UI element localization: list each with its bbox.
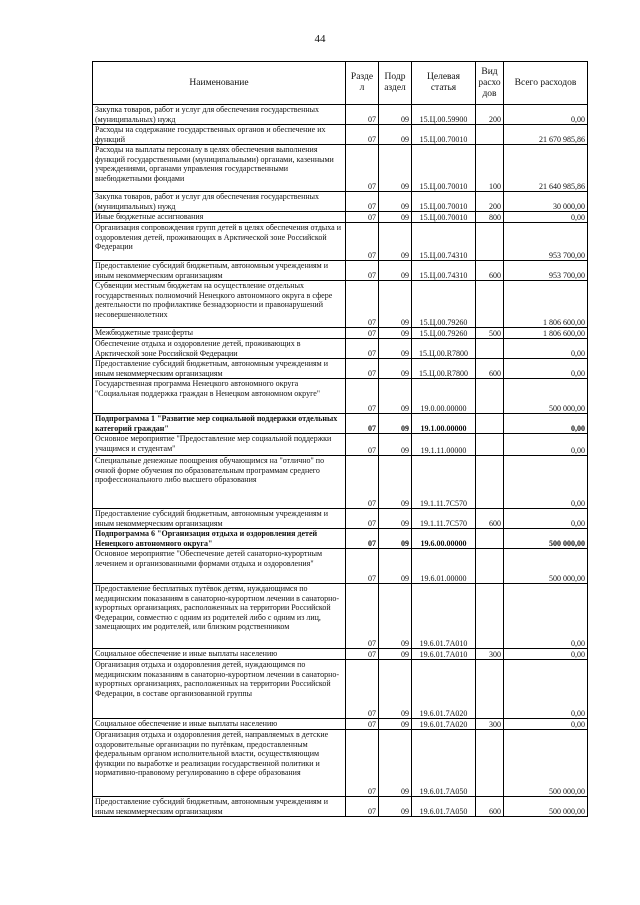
row-vid — [476, 584, 504, 649]
table-row — [93, 379, 588, 414]
row-name: Предоставление бесплатных путёвок детям, нуждающимся по медицинским показаниям в санаторно-курортном лечении в санаторно-курортных организациях, расположенных на территории Российской Федерации, совместно с одним из родителей либо с одним из лиц, замещающих им родителей, или близким родственником — [93, 584, 346, 649]
row-statya: 19.6.01.7А010 — [412, 584, 476, 649]
row-vid — [476, 379, 504, 414]
row-statya: 19.6.01.7А020 — [412, 719, 476, 730]
row-podrazdel: 09 — [379, 281, 412, 328]
row-podrazdel: 09 — [379, 456, 412, 509]
row-name: Подпрограмма 1 "Развитие мер социальной поддержки отдельных категорий граждан" — [93, 414, 346, 434]
row-podrazdel: 09 — [379, 261, 412, 281]
row-summa: 500 000,00 — [504, 549, 588, 584]
row-summa: 21 670 985,86 — [504, 125, 588, 145]
table-row — [93, 730, 588, 797]
row-razdel: 07 — [346, 414, 379, 434]
row-razdel: 07 — [346, 730, 379, 797]
row-razdel: 07 — [346, 125, 379, 145]
row-statya: 15.Ц.00.59900 — [412, 105, 476, 125]
row-summa: 1 806 600,00 — [504, 328, 588, 339]
row-summa: 0,00 — [504, 212, 588, 223]
row-vid: 500 — [476, 328, 504, 339]
header-razdel: Разде л — [346, 62, 379, 105]
row-name: Предоставление субсидий бюджетным, автономным учреждениям и иным некоммерческим организациям — [93, 797, 346, 817]
row-razdel: 07 — [346, 649, 379, 660]
row-summa: 500 000,00 — [504, 529, 588, 549]
row-statya: 15.Ц.00.70010 — [412, 125, 476, 145]
row-vid — [476, 125, 504, 145]
row-vid: 600 — [476, 797, 504, 817]
row-podrazdel: 09 — [379, 730, 412, 797]
row-name: Расходы на выплаты персоналу в целях обеспечения выполнения функций государственными (муниципальными) органами, казенными учреждениями, органами управления государственными внебюджетными фондами — [93, 145, 346, 192]
row-podrazdel: 09 — [379, 328, 412, 339]
table-row — [93, 797, 588, 817]
row-name: Иные бюджетные ассигнования — [93, 212, 346, 223]
table-row — [93, 339, 588, 359]
row-podrazdel: 09 — [379, 223, 412, 261]
header-name: Наименование — [93, 62, 346, 105]
row-summa: 500 000,00 — [504, 730, 588, 797]
row-vid — [476, 414, 504, 434]
table-row — [93, 549, 588, 584]
table-row — [93, 223, 588, 261]
table-row — [93, 145, 588, 192]
row-vid: 300 — [476, 649, 504, 660]
row-statya: 19.0.00.00000 — [412, 379, 476, 414]
row-name: Предоставление субсидий бюджетным, автономным учреждениям и иным некоммерческим организациям — [93, 509, 346, 529]
row-vid: 200 — [476, 192, 504, 212]
row-podrazdel: 09 — [379, 584, 412, 649]
row-statya: 19.1.11.7С570 — [412, 509, 476, 529]
row-razdel: 07 — [346, 105, 379, 125]
table-row — [93, 125, 588, 145]
row-razdel: 07 — [346, 549, 379, 584]
row-podrazdel: 09 — [379, 649, 412, 660]
header-vid: Вид расхо дов — [476, 62, 504, 105]
row-razdel: 07 — [346, 281, 379, 328]
row-razdel: 07 — [346, 456, 379, 509]
row-summa: 0,00 — [504, 339, 588, 359]
row-name: Межбюджетные трансферты — [93, 328, 346, 339]
row-podrazdel: 09 — [379, 797, 412, 817]
row-statya: 19.6.01.7А050 — [412, 730, 476, 797]
row-summa: 0,00 — [504, 359, 588, 379]
row-name: Социальное обеспечение и иные выплаты населению — [93, 719, 346, 730]
row-summa: 500 000,00 — [504, 379, 588, 414]
table-row — [93, 660, 588, 719]
row-vid: 600 — [476, 359, 504, 379]
row-statya: 19.6.01.7А010 — [412, 649, 476, 660]
row-name: Подпрограмма 6 "Организация отдыха и оздоровления детей Ненецкого автономного округа" — [93, 529, 346, 549]
table-row — [93, 456, 588, 509]
row-statya: 19.1.11.00000 — [412, 434, 476, 456]
row-statya: 19.6.01.00000 — [412, 549, 476, 584]
row-podrazdel: 09 — [379, 434, 412, 456]
row-name: Расходы на содержание государственных органов и обеспечение их функций — [93, 125, 346, 145]
row-podrazdel: 09 — [379, 414, 412, 434]
table-row — [93, 359, 588, 379]
table-row — [93, 328, 588, 339]
table-header-row — [93, 62, 588, 105]
row-statya: 15.Ц.00.74310 — [412, 223, 476, 261]
row-statya: 15.Ц.00.70010 — [412, 212, 476, 223]
row-podrazdel: 09 — [379, 145, 412, 192]
row-vid — [476, 456, 504, 509]
row-vid: 200 — [476, 105, 504, 125]
row-razdel: 07 — [346, 192, 379, 212]
row-razdel: 07 — [346, 660, 379, 719]
page-number: 44 — [314, 33, 326, 45]
row-podrazdel: 09 — [379, 359, 412, 379]
row-summa: 0,00 — [504, 660, 588, 719]
row-statya: 15.Ц.00.R7800 — [412, 339, 476, 359]
header-podrazdel: Подр аздел — [379, 62, 412, 105]
row-name: Субвенции местным бюджетам на осуществление отдельных государственных полномочий Ненецкого автономного округа в сфере деятельности по профилактике безнадзорности и правонарушений несовершеннолетних — [93, 281, 346, 328]
row-razdel: 07 — [346, 797, 379, 817]
row-name: Государственная программа Ненецкого автономного округа "Социальная поддержка граждан в Ненецком автономном округе" — [93, 379, 346, 414]
row-summa: 0,00 — [504, 105, 588, 125]
row-podrazdel: 09 — [379, 105, 412, 125]
table-row — [93, 414, 588, 434]
row-summa: 500 000,00 — [504, 797, 588, 817]
table-row — [93, 105, 588, 125]
row-vid — [476, 223, 504, 261]
row-name: Основное мероприятие "Предоставление мер социальной поддержки учащимся и студентам" — [93, 434, 346, 456]
row-name: Обеспечение отдыха и оздоровление детей, проживающих в Арктической зоне Российской Федерации — [93, 339, 346, 359]
row-summa: 953 700,00 — [504, 261, 588, 281]
row-podrazdel: 09 — [379, 125, 412, 145]
row-vid: 800 — [476, 212, 504, 223]
row-name: Основное мероприятие "Обеспечение детей санаторно-курортным лечением и организованными формами отдыха и оздоровления" — [93, 549, 346, 584]
row-summa: 0,00 — [504, 456, 588, 509]
row-podrazdel: 09 — [379, 529, 412, 549]
row-summa: 21 640 985,86 — [504, 145, 588, 192]
row-statya: 19.6.01.7А020 — [412, 660, 476, 719]
row-vid: 100 — [476, 145, 504, 192]
row-razdel: 07 — [346, 339, 379, 359]
row-razdel: 07 — [346, 328, 379, 339]
row-vid — [476, 281, 504, 328]
row-podrazdel: 09 — [379, 509, 412, 529]
table-row — [93, 584, 588, 649]
row-razdel: 07 — [346, 261, 379, 281]
row-podrazdel: 09 — [379, 192, 412, 212]
row-statya: 19.6.01.7А050 — [412, 797, 476, 817]
row-statya: 15.Ц.00.79260 — [412, 281, 476, 328]
row-vid — [476, 549, 504, 584]
row-name: Закупка товаров, работ и услуг для обеспечения государственных (муниципальных) нужд — [93, 105, 346, 125]
row-summa: 0,00 — [504, 649, 588, 660]
row-vid — [476, 339, 504, 359]
table-row — [93, 649, 588, 660]
header-summa: Всего расходов — [504, 62, 588, 105]
row-name: Предоставление субсидий бюджетным, автономным учреждениям и иным некоммерческим организациям — [93, 261, 346, 281]
row-statya: 15.Ц.00.70010 — [412, 145, 476, 192]
table-row — [93, 281, 588, 328]
row-vid: 300 — [476, 719, 504, 730]
row-razdel: 07 — [346, 529, 379, 549]
row-statya: 15.Ц.00.79260 — [412, 328, 476, 339]
table-row — [93, 719, 588, 730]
row-summa: 0,00 — [504, 434, 588, 456]
row-razdel: 07 — [346, 359, 379, 379]
row-name: Организация сопровождения групп детей в целях обеспечения отдыха и оздоровления детей, проживающих в Арктической зоне Российской Федерации — [93, 223, 346, 261]
row-statya: 15.Ц.00.70010 — [412, 192, 476, 212]
table-body — [93, 105, 588, 817]
budget-table — [92, 61, 588, 817]
row-name: Закупка товаров, работ и услуг для обеспечения государственных (муниципальных) нужд — [93, 192, 346, 212]
row-name: Организация отдыха и оздоровления детей, нуждающимся по медицинским показаниям в санаторно-курортном лечении в санаторно-курортных организациях, расположенных на территории Российской Федерации, в составе организованной группы — [93, 660, 346, 719]
row-name: Предоставление субсидий бюджетным, автономным учреждениям и иным некоммерческим организациям — [93, 359, 346, 379]
row-statya: 19.6.00.00000 — [412, 529, 476, 549]
header-statya: Целевая статья — [412, 62, 476, 105]
row-statya: 15.Ц.00.R7800 — [412, 359, 476, 379]
row-razdel: 07 — [346, 584, 379, 649]
row-vid: 600 — [476, 509, 504, 529]
row-name: Социальное обеспечение и иные выплаты населению — [93, 649, 346, 660]
row-razdel: 07 — [346, 434, 379, 456]
table-row — [93, 192, 588, 212]
row-summa: 0,00 — [504, 584, 588, 649]
row-podrazdel: 09 — [379, 660, 412, 719]
row-podrazdel: 09 — [379, 339, 412, 359]
row-summa: 0,00 — [504, 414, 588, 434]
table-row — [93, 212, 588, 223]
row-vid — [476, 660, 504, 719]
row-summa: 1 806 600,00 — [504, 281, 588, 328]
row-statya: 19.1.00.00000 — [412, 414, 476, 434]
row-razdel: 07 — [346, 379, 379, 414]
row-razdel: 07 — [346, 145, 379, 192]
row-summa: 0,00 — [504, 719, 588, 730]
row-vid — [476, 434, 504, 456]
row-razdel: 07 — [346, 719, 379, 730]
row-podrazdel: 09 — [379, 549, 412, 584]
row-summa: 30 000,00 — [504, 192, 588, 212]
row-podrazdel: 09 — [379, 212, 412, 223]
row-summa: 953 700,00 — [504, 223, 588, 261]
row-statya: 15.Ц.00.74310 — [412, 261, 476, 281]
row-name: Специальные денежные поощрения обучающимся на "отлично" по очной форме обучения по образовательным программам среднего профессионального либо высшего образования — [93, 456, 346, 509]
row-razdel: 07 — [346, 212, 379, 223]
row-podrazdel: 09 — [379, 719, 412, 730]
row-podrazdel: 09 — [379, 379, 412, 414]
row-razdel: 07 — [346, 509, 379, 529]
table-row — [93, 509, 588, 529]
row-vid — [476, 529, 504, 549]
row-razdel: 07 — [346, 223, 379, 261]
table-row — [93, 434, 588, 456]
row-summa: 0,00 — [504, 509, 588, 529]
table-row — [93, 261, 588, 281]
row-statya: 19.1.11.7С570 — [412, 456, 476, 509]
row-vid — [476, 730, 504, 797]
row-name: Организация отдыха и оздоровления детей, направляемых в детские оздоровительные организации по путёвкам, предоставленным федеральным органом исполнительной власти, осуществляющим функции по выработке и реализации государственной политики и нормативно-правовому регулированию в сфере образования — [93, 730, 346, 797]
table-row — [93, 529, 588, 549]
row-vid: 600 — [476, 261, 504, 281]
